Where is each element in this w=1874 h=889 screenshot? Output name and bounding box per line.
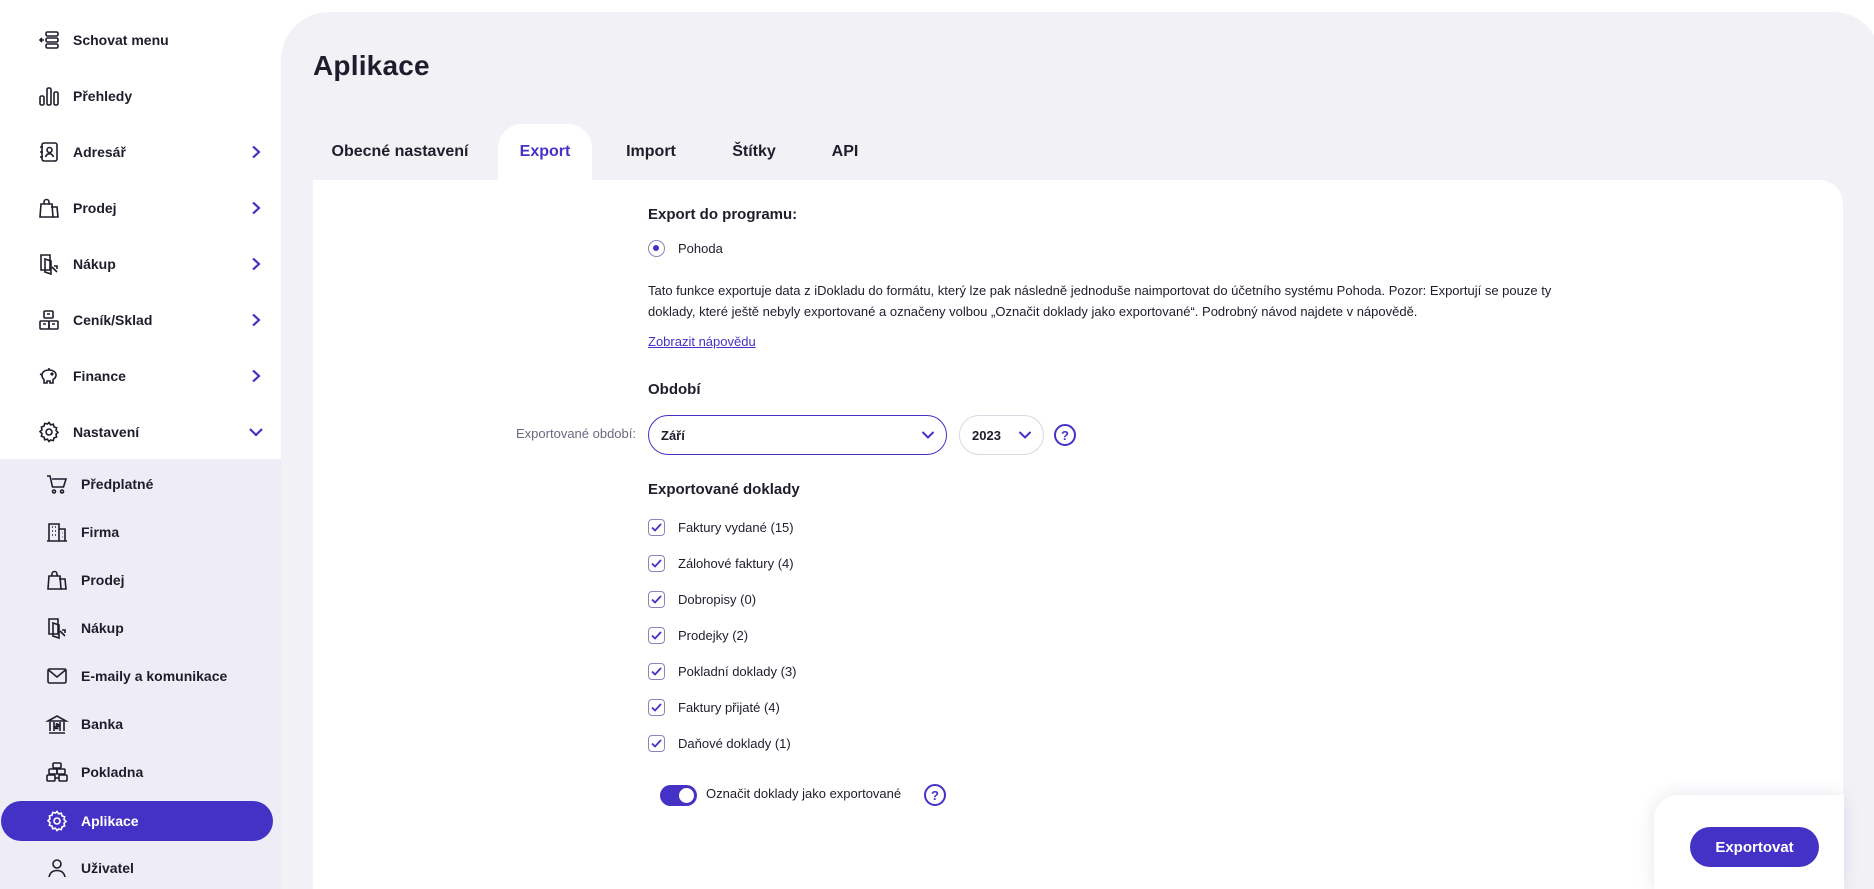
chevron-down-icon	[247, 423, 265, 441]
sidebar-item-label: Finance	[73, 368, 126, 384]
checkbox-zalohove-faktury[interactable]	[648, 553, 794, 573]
sidebar-item-cenik-sklad[interactable]	[0, 292, 281, 348]
coins-stack-icon	[44, 759, 70, 785]
sidebar-item-label: Nastavení	[73, 424, 140, 440]
user-icon	[44, 855, 70, 881]
submenu-item-label: Uživatel	[81, 860, 134, 876]
chart-bars-icon	[36, 83, 62, 109]
sidebar-item-nakup[interactable]	[0, 236, 281, 292]
bank-icon	[44, 711, 70, 737]
sidebar-item-adresar[interactable]	[0, 124, 281, 180]
mark-exported-help-icon[interactable]: ?	[924, 784, 946, 806]
submenu-item-nakup[interactable]	[0, 607, 281, 649]
submenu-item-label: Firma	[81, 524, 120, 540]
submenu-item-label: E-maily a komunikace	[81, 668, 228, 684]
shopping-bag-icon	[36, 195, 62, 221]
cart-icon	[44, 471, 70, 497]
sidebar-item-label: Ceník/Sklad	[73, 312, 153, 328]
tab-api[interactable]: API	[831, 143, 859, 160]
shopping-bag-icon	[44, 567, 70, 593]
checkbox-label: Prodejky (2)	[678, 627, 749, 643]
tab-stitky[interactable]: Štítky	[732, 143, 776, 160]
submenu-item-label: Prodej	[81, 572, 125, 588]
sidebar-item-finance[interactable]	[0, 348, 281, 404]
submenu-item-emaily[interactable]	[0, 655, 281, 697]
submenu-item-aplikace[interactable]	[1, 801, 273, 841]
year-select[interactable]	[959, 415, 1044, 455]
sidebar-item-label: Adresář	[73, 144, 126, 160]
mark-exported-label: Označit doklady jako exportované	[706, 786, 902, 801]
checkbox[interactable]	[648, 519, 665, 536]
collapse-menu-icon	[36, 27, 62, 53]
checkbox-label: Pokladní doklady (3)	[678, 663, 797, 679]
page-title: Aplikace	[313, 50, 430, 81]
sidebar	[0, 0, 281, 889]
chevron-right-icon	[247, 311, 265, 329]
hide-menu-label: Schovat menu	[73, 32, 169, 48]
submenu-item-banka[interactable]	[0, 703, 281, 745]
address-book-icon	[36, 139, 62, 165]
hide-menu-button[interactable]	[0, 12, 281, 68]
submenu-item-prodej[interactable]	[0, 559, 281, 601]
tab-export[interactable]: Export	[498, 124, 592, 180]
checkbox-dobropisy[interactable]	[648, 589, 757, 609]
checkbox-label: Dobropisy (0)	[678, 591, 757, 607]
tab-import[interactable]: Import	[626, 143, 676, 160]
year-select-value: 2023	[972, 427, 1001, 443]
sidebar-item-prehledy[interactable]	[0, 68, 281, 124]
chevron-right-icon	[247, 199, 265, 217]
chevron-right-icon	[247, 255, 265, 273]
chevron-right-icon	[247, 143, 265, 161]
purchase-icon	[44, 615, 70, 641]
export-button[interactable]: Exportovat	[1690, 827, 1819, 867]
checkbox[interactable]	[648, 627, 665, 644]
chevron-down-icon	[1017, 427, 1033, 443]
settings-submenu	[0, 459, 281, 889]
help-link[interactable]: Zobrazit nápovědu	[648, 334, 756, 349]
submenu-item-uzivatel[interactable]	[0, 847, 281, 889]
checkbox-pokladni-doklady[interactable]	[648, 661, 797, 681]
checkbox[interactable]	[648, 735, 665, 752]
period-label: Exportované období:	[516, 426, 636, 441]
checkbox[interactable]	[648, 555, 665, 572]
tab-obecne-nastaveni[interactable]: Obecné nastavení	[331, 143, 469, 160]
documents-heading: Exportované doklady	[648, 481, 800, 498]
gear-icon	[36, 419, 62, 445]
checkbox-label: Daňové doklady (1)	[678, 735, 791, 751]
checkbox-danove-doklady[interactable]	[648, 733, 791, 753]
export-description: Tato funkce exportuje data z iDokladu do formátu, který lze pak následně jednoduše naimportovat do účetního systému Pohoda. Pozor: Exportují se pouze ty doklady, které ještě nebyly exportované a označeny volbou „Označit doklady jako exportované“. Podrobný návod najdete v nápovědě.	[648, 283, 1552, 319]
mark-exported-toggle[interactable]	[660, 785, 697, 806]
radio-pohoda-label: Pohoda	[678, 241, 723, 256]
checkbox-label: Faktury přijaté (4)	[678, 699, 780, 715]
building-icon	[44, 519, 70, 545]
submenu-item-firma[interactable]	[0, 511, 281, 553]
period-heading: Období	[648, 381, 701, 398]
submenu-item-predplatne[interactable]	[0, 463, 281, 505]
checkbox-faktury-prijate[interactable]	[648, 697, 780, 717]
boxes-icon	[36, 307, 62, 333]
chevron-right-icon	[247, 367, 265, 385]
checkbox-faktury-vydane[interactable]	[648, 517, 794, 537]
submenu-item-label: Banka	[81, 716, 124, 732]
sidebar-item-label: Přehledy	[73, 88, 133, 104]
checkbox-label: Zálohové faktury (4)	[678, 555, 794, 571]
checkbox[interactable]	[648, 663, 665, 680]
month-select[interactable]	[648, 415, 947, 455]
checkbox-prodejky[interactable]	[648, 625, 749, 645]
checkbox-label: Faktury vydané (15)	[678, 519, 794, 535]
sidebar-item-prodej[interactable]	[0, 180, 281, 236]
submenu-item-label: Předplatné	[81, 476, 154, 492]
envelope-icon	[44, 663, 70, 689]
sidebar-item-label: Prodej	[73, 200, 117, 216]
submenu-item-label: Nákup	[81, 620, 124, 636]
piggy-bank-icon	[36, 363, 62, 389]
purchase-icon	[36, 251, 62, 277]
period-help-icon[interactable]: ?	[1054, 424, 1076, 446]
chevron-down-icon	[920, 427, 936, 443]
month-select-value: Září	[661, 427, 685, 443]
submenu-item-label: Pokladna	[81, 764, 144, 780]
sidebar-item-label: Nákup	[73, 256, 116, 272]
checkbox[interactable]	[648, 591, 665, 608]
checkbox[interactable]	[648, 699, 665, 716]
radio-pohoda[interactable]	[648, 240, 665, 257]
export-program-heading: Export do programu:	[648, 206, 798, 223]
submenu-item-pokladna[interactable]	[0, 751, 281, 793]
gear-icon	[44, 808, 70, 834]
sidebar-item-nastaveni[interactable]	[0, 404, 281, 460]
submenu-item-label: Aplikace	[81, 813, 139, 829]
